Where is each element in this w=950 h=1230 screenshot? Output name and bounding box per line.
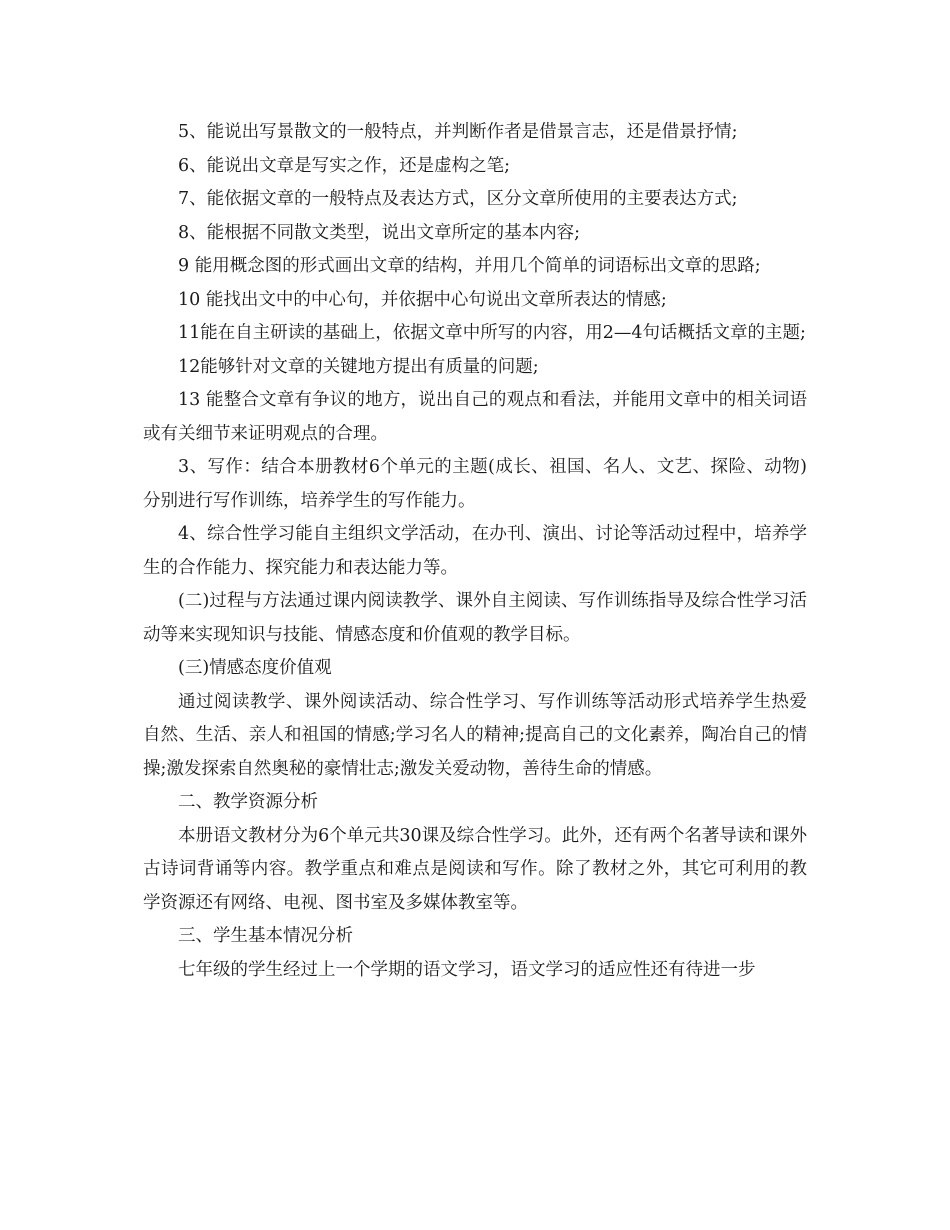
- paragraph-objective-7: 7、能依据文章的一般特点及表达方式，区分文章所使用的主要表达方式;: [178, 189, 738, 209]
- heading-resources: 二、教学资源分析: [178, 792, 318, 812]
- paragraph-objective-8: 8、能根据不同散文类型，说出文章所定的基本内容;: [178, 222, 581, 243]
- paragraph-process-methods: (二)过程与方法通过课内阅读教学、课外自主阅读、写作训练指导及综合性学习活动等来实现知识与技能、情感态度和价值观的教学目标。: [143, 591, 807, 645]
- paragraph-objective-13: 13 能整合文章有争议的地方，说出自己的观点和看法，并能用文章中的相关词语或有关细节来证明观点的合理。: [143, 390, 807, 444]
- paragraph-objective-12: 12能够针对文章的关键地方提出有质量的问题;: [178, 356, 539, 377]
- document-body: [143, 116, 807, 987]
- paragraph-students: 七年级的学生经过上一个学期的语文学习，语文学习的适应性还有待进一步: [178, 959, 756, 980]
- heading-students: 三、学生基本情况分析: [178, 926, 353, 946]
- paragraph-values: 通过阅读教学、课外阅读活动、综合性学习、写作训练等活动形式培养学生热爱自然、生活、亲人和祖国的情感;学习名人的精神;提高自己的文化素养，陶冶自己的情操;激发探索自然奥秘的豪情壮志;激发关爱动物，善待生命的情感。: [143, 691, 807, 779]
- paragraph-objective-6: 6、能说出文章是写实之作，还是虚构之笔;: [178, 155, 511, 176]
- paragraph-objective-9: 9 能用概念图的形式画出文章的结构，并用几个简单的词语标出文章的思路;: [178, 256, 761, 276]
- paragraph-objective-11: 11能在自主研读的基础上，依据文章中所写的内容，用2—4句话概括文章的主题;: [178, 323, 806, 343]
- paragraph-objective-10: 10 能找出文中的中心句，并依据中心句说出文章所表达的情感;: [178, 289, 667, 310]
- paragraph-objective-5: 5、能说出写景散文的一般特点，并判断作者是借景言志，还是借景抒情;: [178, 122, 738, 142]
- paragraph-resources: 本册语文教材分为6个单元共30课及综合性学习。此外，还有两个名著导读和课外古诗词背诵等内容。教学重点和难点是阅读和写作。除了教材之外，其它可利用的教学资源还有网络、电视、图书室及多媒体教室等。: [143, 825, 807, 913]
- paragraph-comprehensive-learning: 4、综合性学习能自主组织文学活动，在办刊、演出、讨论等活动过程中，培养学生的合作能力、探究能力和表达能力等。: [143, 524, 807, 578]
- paragraph-writing: 3、写作：结合本册教材6个单元的主题(成长、祖国、名人、文艺、探险、动物)分别进行写作训练，培养学生的写作能力。: [143, 457, 807, 511]
- heading-values: (三)情感态度价值观: [178, 658, 332, 678]
